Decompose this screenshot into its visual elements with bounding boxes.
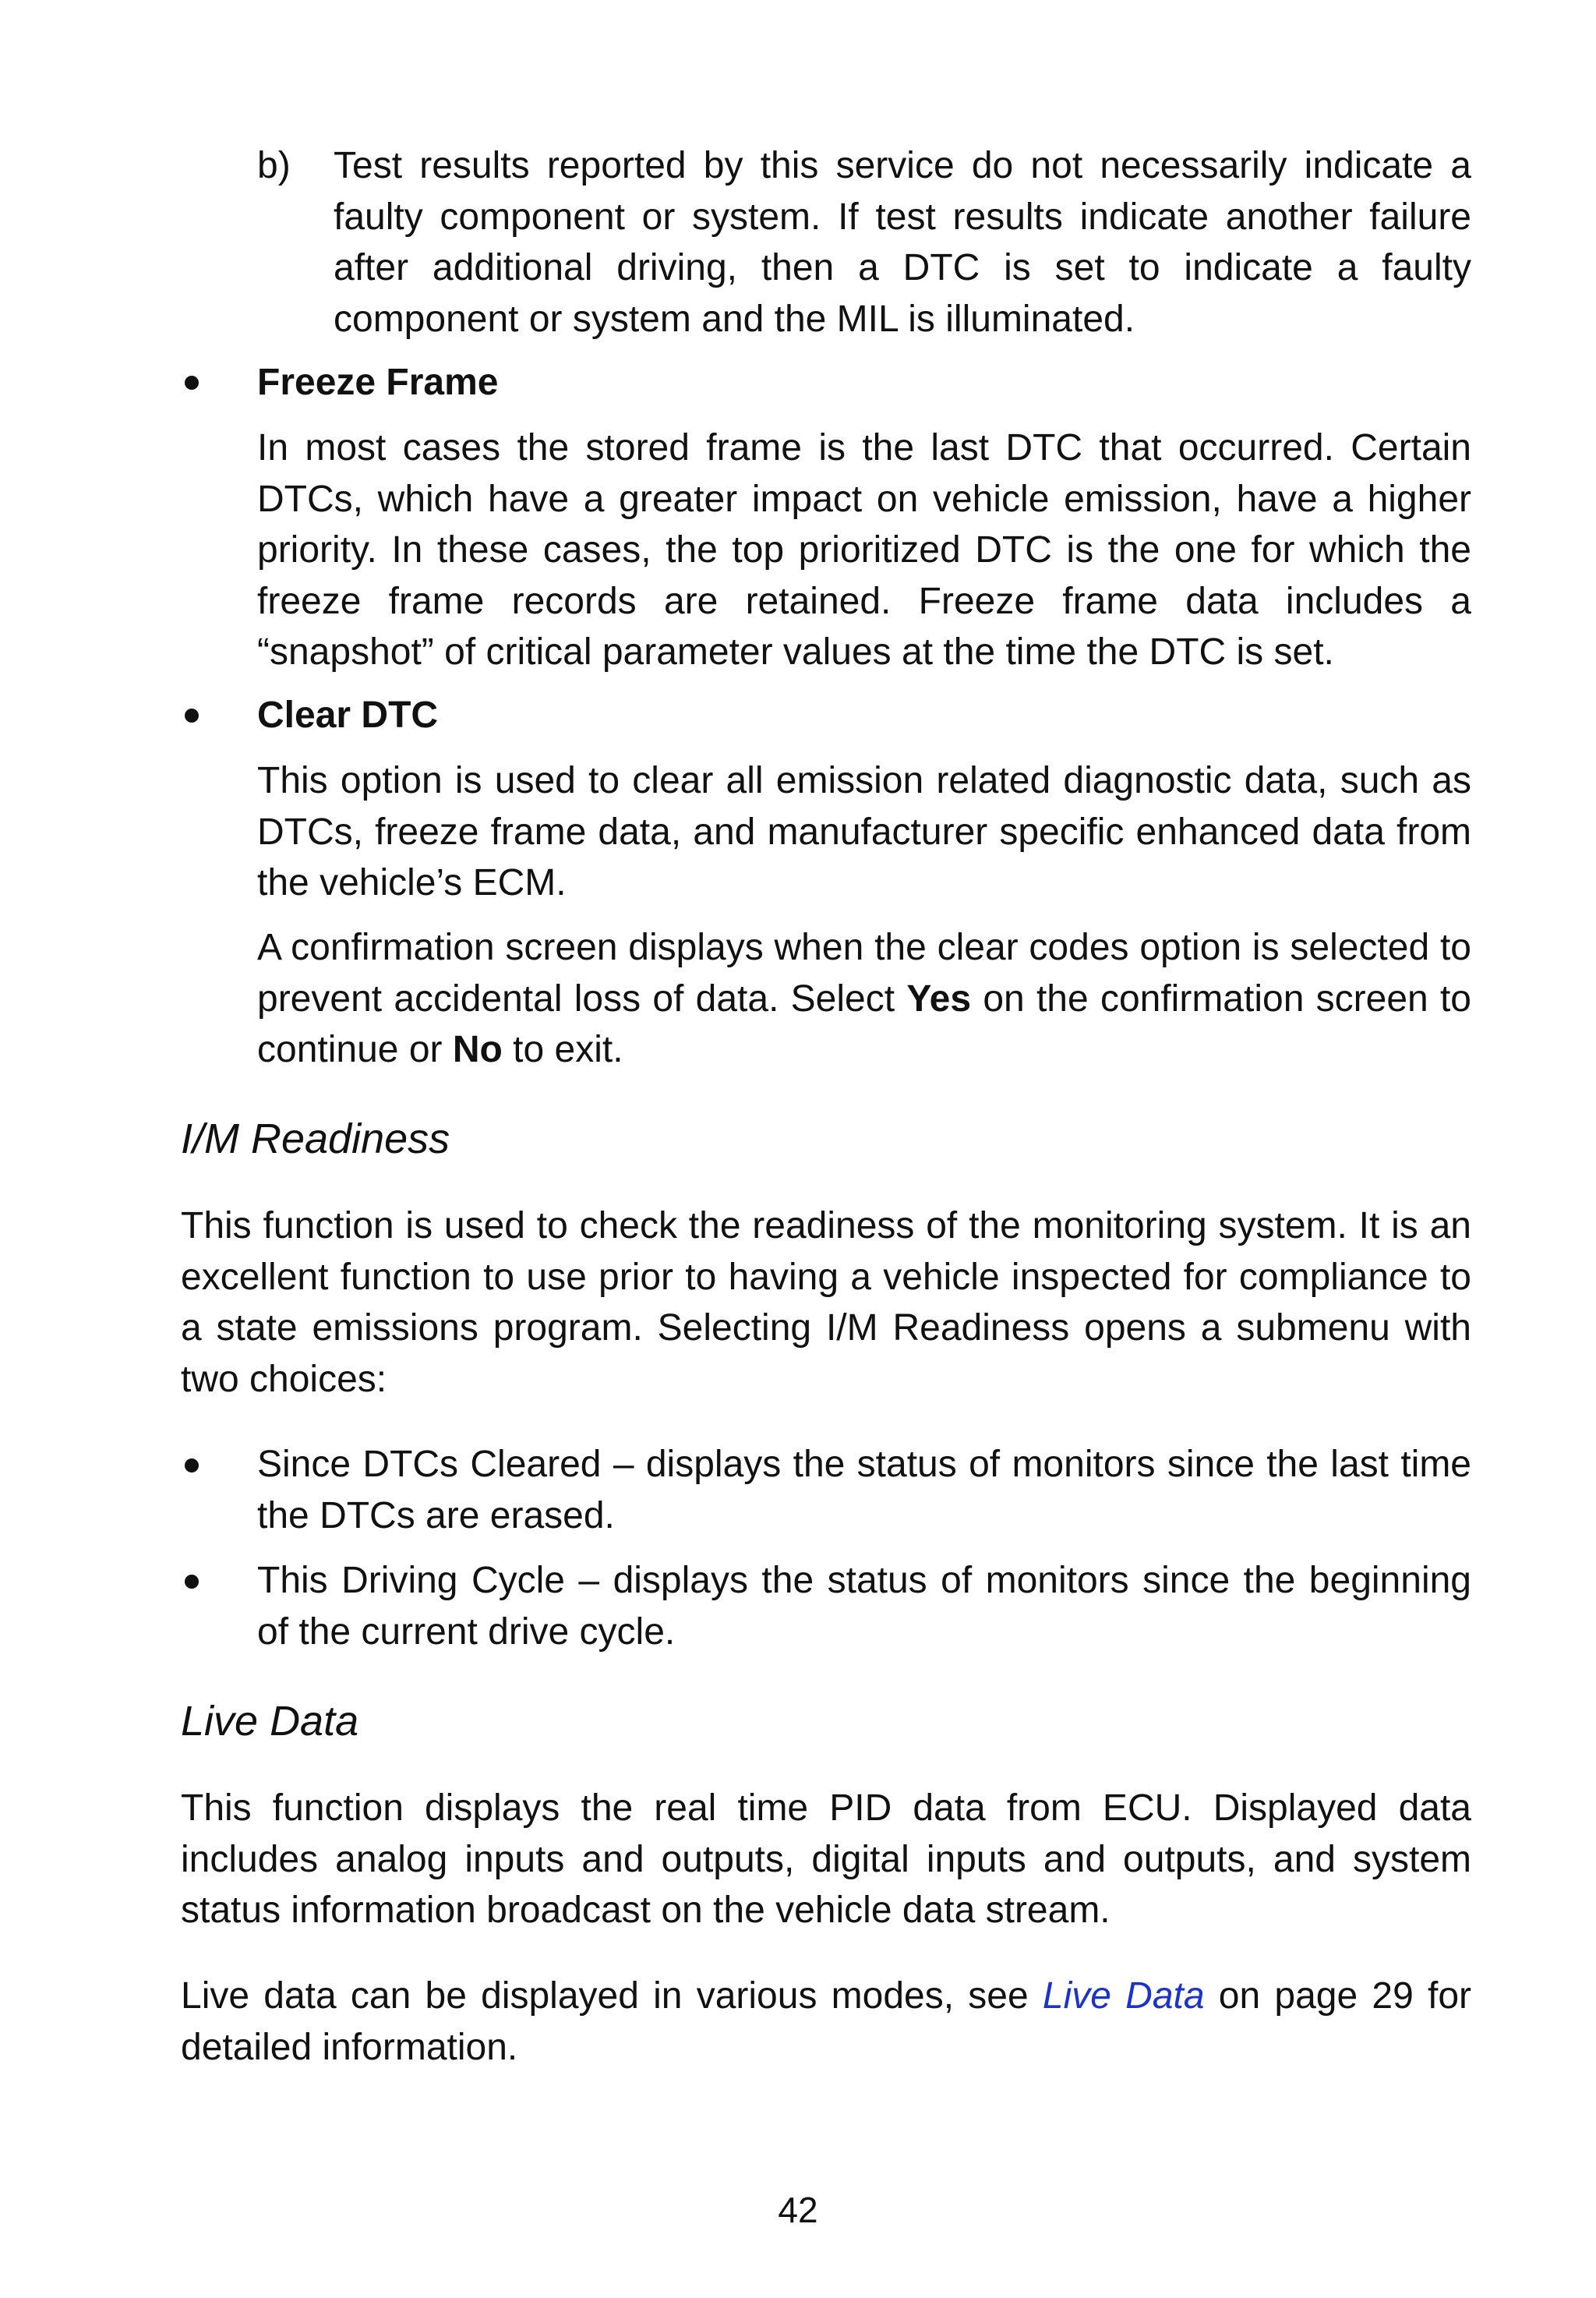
list-marker-b: b) xyxy=(257,145,291,186)
clear-dtc-confirmation xyxy=(257,922,1471,1076)
freeze-frame-heading: Freeze Frame xyxy=(257,362,499,403)
clear-dtc-body: This option is used to clear all emission related diagnostic data, such as DTCs, freeze frame data, and manufacturer specific enhanced data from the vehicle’s ECM. xyxy=(257,760,1471,903)
confirm-text-3: to exit. xyxy=(502,1029,623,1070)
bullet-icon xyxy=(185,1575,199,1589)
confirm-text-1: A confirmation screen displays when the clear codes option is selected to prevent accidental loss of data. Select xyxy=(257,927,1471,1020)
live-data-ref-text-2: on page 29 for detailed information. xyxy=(181,1975,1472,2068)
live-data-ref-text-1: Live data can be displayed in various modes, see xyxy=(181,1975,1043,2017)
bullet-icon xyxy=(185,709,199,723)
bullet-icon xyxy=(185,1458,199,1472)
live-data-reference xyxy=(181,1971,1471,2073)
im-readiness-heading: I/M Readiness xyxy=(181,1115,450,1162)
live-data-link[interactable]: Live Data xyxy=(1042,1975,1205,2017)
page-number: 42 xyxy=(778,2190,818,2230)
im-readiness-item-since-cleared: Since DTCs Cleared – displays the status of monitors since the last time the DTCs are erased. xyxy=(257,1444,1471,1536)
freeze-frame-body: In most cases the stored frame is the last DTC that occurred. Certain DTCs, which have a greater impact on vehicle emission, have a higher priority. In these cases, the top prioritized DTC is the one for which the freeze frame records are retained. Freeze frame data includes a “snapshot” of critical parameter values at the time the DTC is set. xyxy=(257,427,1471,673)
live-data-body: This function displays the real time PID data from ECU. Displayed data includes analog inputs and outputs, digital inputs and outputs, and system status information broadcast on the vehicle data stream. xyxy=(181,1787,1471,1931)
clear-dtc-heading: Clear DTC xyxy=(257,695,439,736)
confirm-text-2: on the confirmation screen to continue or xyxy=(257,978,1472,1070)
im-readiness-item-driving-cycle: This Driving Cycle – displays the status of monitors since the beginning of the current drive cycle. xyxy=(257,1560,1471,1653)
confirm-no-label: No xyxy=(452,1029,503,1070)
confirm-yes-label: Yes xyxy=(906,978,972,1020)
im-readiness-body: This function is used to check the readiness of the monitoring system. It is an excellent function to use prior to having a vehicle inspected for compliance to a state emissions program. Selecting I/M Readiness opens a submenu with two choices: xyxy=(181,1205,1471,1400)
bullet-icon xyxy=(185,376,199,390)
list-item-b-text: Test results reported by this service do not necessarily indicate a faulty component or system. If test results indicate another failure after additional driving, then a DTC is set to indicate a faulty component or system and the MIL is illuminated. xyxy=(334,145,1471,340)
live-data-heading: Live Data xyxy=(181,1698,359,1745)
